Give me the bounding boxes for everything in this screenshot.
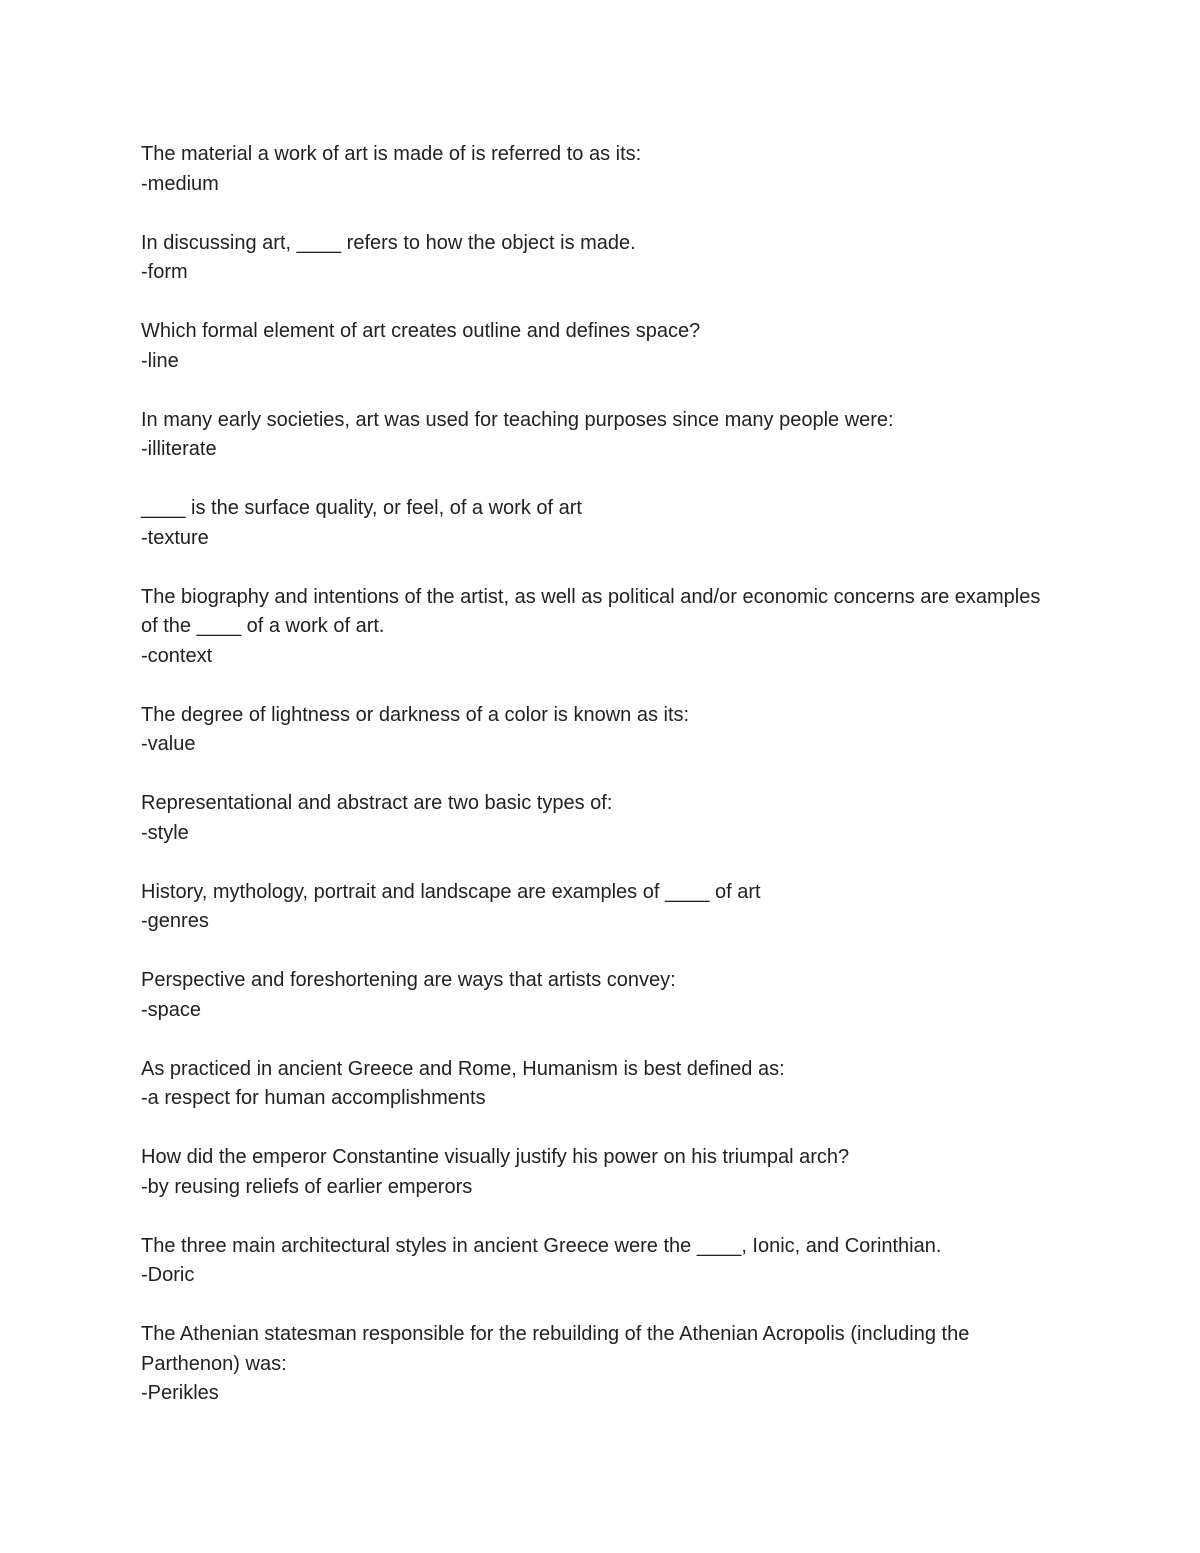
qa-item [141, 966, 1061, 1025]
qa-item [141, 878, 1061, 937]
qa-item [141, 1232, 1061, 1291]
question-text: Perspective and foreshortening are ways that artists convey: [141, 969, 676, 991]
answer-text: -space [141, 998, 202, 1021]
answer-text: -illiterate [141, 438, 217, 460]
answer-text: -texture [141, 526, 209, 549]
qa-item [141, 1143, 1061, 1202]
question-text: The Athenian statesman responsible for the rebuilding of the Athenian Acropolis (including the Parthenon) was: [141, 1323, 975, 1375]
question-text: History, mythology, portrait and landscape are examples of ____ of art [141, 880, 761, 903]
question-text: The three main architectural styles in ancient Greece were the ____, Ionic, and Corinthian. [141, 1234, 942, 1257]
qa-item [141, 1055, 1061, 1114]
question-text: As practiced in ancient Greece and Rome, Humanism is best defined as: [141, 1057, 785, 1080]
qa-item [141, 229, 1061, 288]
answer-text: -form [141, 261, 188, 283]
answer-text: -line [141, 349, 179, 372]
question-text: Which formal element of art creates outline and defines space? [141, 320, 701, 342]
answer-text: -genres [141, 910, 209, 932]
question-text: In discussing art, ____ refers to how the object is made. [141, 231, 636, 254]
question-text: How did the emperor Constantine visually justify his power on his triumpal arch? [141, 1146, 850, 1168]
answer-text: -Perikles [141, 1382, 219, 1404]
qa-item [141, 1320, 1061, 1409]
qa-item [141, 701, 1061, 760]
qa-item [141, 494, 1061, 553]
answer-text: -value [141, 733, 196, 755]
qa-item [141, 317, 1061, 376]
answer-text: -by reusing reliefs of earlier emperors [141, 1175, 473, 1198]
qa-item [141, 140, 1061, 199]
answer-text: -medium [141, 172, 219, 195]
qa-item [141, 406, 1061, 465]
qa-item [141, 583, 1061, 672]
question-text: The material a work of art is made of is referred to as its: [141, 143, 642, 165]
question-text: ____ is the surface quality, or feel, of a work of art [141, 497, 582, 519]
question-text: In many early societies, art was used for teaching purposes since many people were: [141, 408, 894, 431]
answer-text: -context [141, 644, 213, 667]
answer-text: -style [141, 821, 189, 844]
question-text: Representational and abstract are two basic types of: [141, 792, 613, 814]
document-body [141, 140, 1061, 1438]
question-text: The degree of lightness or darkness of a color is known as its: [141, 703, 690, 726]
question-text: The biography and intentions of the artist, as well as political and/or economic concerns are examples of the ____ of a work of art. [141, 585, 1046, 637]
answer-text: -a respect for human accomplishments [141, 1087, 486, 1109]
qa-item [141, 789, 1061, 848]
answer-text: -Doric [141, 1264, 195, 1286]
